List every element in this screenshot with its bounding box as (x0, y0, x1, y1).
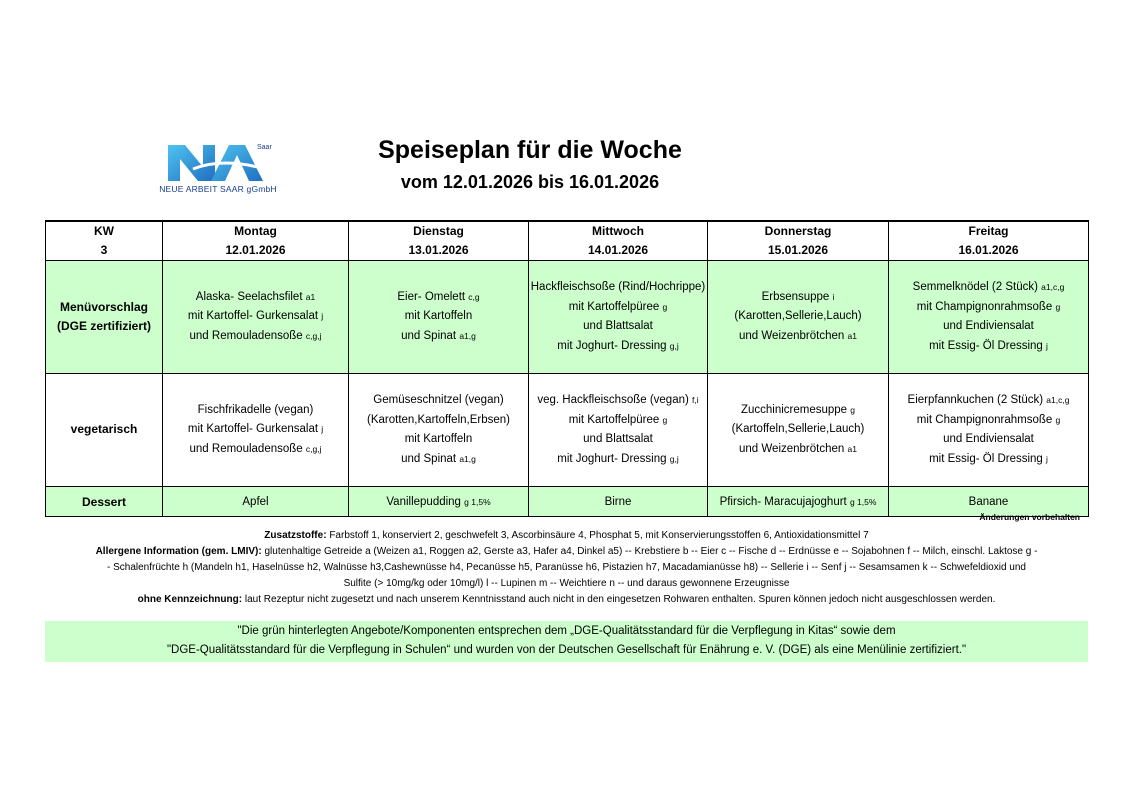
allergens-text1: glutenhaltige Getreide a (Weizen a1, Roggen a2, Gerste a3, Hafer a4, Dinkel a5) -- Krebstiere b -- Eier c -- Fische d -- Erdnüsse e -- Sojabohnen f -- Milch, einschl. Laktose g - (264, 546, 1038, 557)
dessert-cell-tuesday (349, 487, 529, 517)
meal-line (708, 307, 888, 327)
meal-line (708, 288, 888, 308)
meal-text: Erbsensuppe (761, 290, 830, 303)
meal-line (529, 317, 707, 337)
day-date: 16.01.2026 (958, 243, 1019, 257)
allergen-code: c,g,j (305, 443, 322, 454)
meal-line (529, 391, 707, 411)
allergen-code: a1 (847, 330, 857, 341)
meal-text: Zucchinicremesuppe (740, 403, 848, 416)
allergens-line2: - Schalenfrüchte h (Mandeln h1, Haselnüsse h2, Walnüsse h3,Cashewnüsse h4, Pecanüsse h5, Paranüsse h6, Pistazien h7, Macadamianüsse h8) -- Sellerie i -- Senf j -- Sesamsamen k -- Schwefeldioxid und (107, 562, 1026, 573)
meal-line (529, 411, 707, 431)
veg-cell-friday (889, 374, 1089, 487)
menu-label-line2: (DGE zertifiziert) (56, 319, 151, 333)
meal-text: Alaska- Seelachsfilet (195, 290, 303, 303)
day-header-tuesday (349, 221, 529, 261)
allergen-code: g,j (669, 340, 679, 351)
menu-row-label (46, 261, 163, 374)
allergen-code: a1 (847, 443, 857, 454)
menu-cell-tuesday (349, 261, 529, 374)
allergen-code: i (832, 291, 835, 302)
dessert-text: Vanillepudding (386, 495, 461, 508)
allergen-code: c,g,j (305, 330, 322, 341)
day-header-thursday (708, 221, 889, 261)
dge-note-line1: "Die grün hinterlegten Angebote/Komponenten entsprechen dem „DGE-Qualitätsstandard für die Verpflegung in Kitas“ sowie dem (237, 625, 896, 637)
meal-text: Eier- Omelett (397, 290, 466, 303)
allergen-code: g 1,5% (849, 496, 877, 507)
additives-text: Farbstoff 1, konserviert 2, geschwefelt 3, Ascorbinsäure 4, Phosphat 5, mit Konservierungsstoffen 6, Antioxidationsmittel 7 (329, 530, 869, 541)
meal-text: und Remouladensoße (189, 329, 303, 342)
meal-text: (Kartoffeln,Sellerie,Lauch) (731, 423, 865, 436)
meal-line (889, 411, 1088, 431)
changes-note: Änderungen vorbehalten (979, 512, 1080, 522)
logo-saar-text: Saar (257, 144, 272, 151)
dessert-cell-monday (163, 487, 349, 517)
meal-line (163, 420, 348, 440)
kw-cell (46, 221, 163, 261)
logo-caption: NEUE ARBEIT SAAR gGmbH (159, 184, 277, 194)
allergen-code: c,g (468, 291, 480, 302)
dessert-cell-thursday (708, 487, 889, 517)
meal-line (529, 430, 707, 450)
meal-text: mit Kartoffel- Gurkensalat (187, 310, 319, 323)
page-title: Speiseplan für die Woche (378, 136, 682, 164)
meal-text: mit Kartoffel- Gurkensalat (187, 423, 319, 436)
allergen-code: g (1055, 414, 1061, 425)
meal-text: mit Essig- Öl Dressing (929, 339, 1043, 352)
dessert-text: Pfirsich- Maracujajoghurt (719, 495, 847, 508)
additives-line (45, 528, 1088, 544)
meal-line (889, 298, 1088, 318)
meal-text: mit Joghurt- Dressing (557, 452, 667, 465)
meal-line (889, 337, 1088, 357)
additives-label: Zusatzstoffe: (264, 530, 327, 541)
meal-line (349, 411, 528, 431)
meal-line (349, 307, 528, 327)
allergens-line3: Sulfite (> 10mg/kg oder 10mg/l) l -- Lupinen m -- Weichtiere n -- und daraus gewonnene Erzeugnisse (343, 578, 790, 589)
meal-line (708, 420, 888, 440)
vegetarian-row (46, 374, 1089, 487)
meal-line (708, 327, 888, 347)
allergen-code: j (321, 424, 324, 435)
no-label-text: laut Rezeptur nicht zugesetzt und nach unserem Kenntnisstand auch nicht in den eingesetzen Rohwaren enthalten. Spuren können jedoch nicht ausgeschlossen werden. (244, 594, 996, 605)
no-label-line (45, 592, 1088, 608)
meal-line (529, 337, 707, 357)
dessert-text: Birne (604, 495, 632, 508)
menu-label-line1: Menüvorschlag (59, 299, 149, 314)
allergen-code: f,i (692, 395, 699, 405)
allergen-code: g 1,5% (464, 496, 491, 507)
allergen-code: a1,g (459, 453, 476, 464)
veg-cell-wednesday (529, 374, 708, 487)
meal-text: und Endiviensalat (943, 320, 1034, 332)
menu-row (46, 261, 1089, 374)
day-header-monday (163, 221, 349, 261)
meal-line (349, 327, 528, 347)
day-name: Mittwoch (592, 224, 644, 238)
veg-cell-tuesday (349, 374, 529, 487)
meal-text: (Karotten,Sellerie,Lauch) (734, 310, 862, 323)
page-subtitle: vom 12.01.2026 bis 16.01.2026 (400, 172, 660, 192)
veg-cell-thursday (708, 374, 889, 487)
meal-text: mit Joghurt- Dressing (557, 339, 667, 352)
allergen-code: a1,c,g (1041, 282, 1065, 292)
day-date: 15.01.2026 (767, 243, 829, 257)
day-date: 13.01.2026 (408, 243, 469, 257)
day-name: Montag (234, 224, 277, 238)
meal-line (889, 450, 1088, 470)
allergen-code: g (662, 414, 668, 425)
meal-line (163, 440, 348, 460)
header-row (46, 221, 1089, 261)
meal-line (529, 278, 707, 298)
no-label-label: ohne Kennzeichnung: (137, 594, 243, 605)
veg-cell-monday (163, 374, 349, 487)
meal-text: Hackfleischsoße (Rind/Hochrippe) (530, 281, 706, 293)
meal-text: und Weizenbrötchen (739, 329, 845, 342)
allergen-code: a1 (305, 291, 316, 302)
meal-text: mit Champignonrahmsoße (916, 413, 1053, 426)
menu-table (45, 220, 1089, 517)
day-name: Donnerstag (764, 224, 832, 238)
allergen-code: g (1055, 301, 1061, 312)
meal-line (163, 327, 348, 347)
allergen-code: j (1046, 453, 1048, 464)
allergens-line1 (45, 544, 1088, 560)
allergen-code: g (662, 301, 668, 312)
meal-text: und Weizenbrötchen (739, 442, 845, 455)
meal-text: (Karotten,Kartoffeln,Erbsen) (367, 413, 510, 426)
meal-text: und Blattsalat (583, 320, 653, 332)
meal-text: und Spinat (401, 329, 457, 342)
day-name: Freitag (968, 224, 1009, 238)
meal-line (349, 450, 528, 470)
meal-text: Fischfrikadelle (vegan) (197, 403, 314, 416)
menu-cell-friday (889, 261, 1089, 374)
dessert-text: Banane (968, 495, 1009, 508)
kw-value: 3 (100, 243, 108, 257)
day-date: 14.01.2026 (587, 243, 649, 257)
dge-note-line2: "DGE-Qualitätsstandard für die Verpflegung in Schulen“ und wurden von der Deutschen Gesellschaft für Enährung e. V. (DGE) als eine Menülinie zertifiziert." (166, 644, 967, 656)
meal-text: mit Champignonrahmsoße (916, 300, 1053, 313)
dessert-text: Apfel (242, 495, 269, 508)
menu-cell-wednesday (529, 261, 708, 374)
meal-line (708, 440, 888, 460)
meal-line (529, 298, 707, 318)
meal-text: mit Kartoffeln (404, 433, 473, 445)
meal-line (529, 450, 707, 470)
allergen-code: j (321, 311, 324, 322)
kw-label: KW (94, 224, 114, 238)
dessert-row-label: Dessert (46, 487, 163, 517)
meal-text: mit Kartoffelpüree (568, 413, 660, 426)
meal-line (889, 430, 1088, 450)
menu-cell-thursday (708, 261, 889, 374)
allergen-code: g (850, 404, 856, 415)
dge-note (45, 621, 1088, 662)
meal-line (163, 401, 348, 421)
meal-text: mit Essig- Öl Dressing (929, 452, 1043, 465)
meal-line (163, 307, 348, 327)
info-block (45, 528, 1088, 608)
company-logo (153, 139, 283, 195)
day-name: Dienstag (413, 224, 464, 238)
dessert-cell-wednesday (529, 487, 708, 517)
menu-cell-monday (163, 261, 349, 374)
allergen-code: a1,g (459, 330, 476, 341)
meal-text: und Spinat (401, 452, 457, 465)
meal-line (889, 317, 1088, 337)
day-date: 12.01.2026 (225, 243, 286, 257)
meal-text: mit Kartoffeln (404, 310, 473, 323)
meal-text: und Endiviensalat (943, 433, 1034, 445)
allergens-label: Allergene Information (gem. LMIV): (95, 546, 262, 557)
meal-line (889, 391, 1088, 411)
meal-text: Eierpfannkuchen (2 Stück) (907, 394, 1044, 406)
meal-line (349, 391, 528, 411)
meal-line (708, 401, 888, 421)
meal-line (163, 288, 348, 308)
meal-text: Semmelknödel (2 Stück) (912, 281, 1038, 293)
meal-line (349, 288, 528, 308)
vegetarian-row-label: vegetarisch (46, 374, 163, 487)
meal-text: veg. Hackfleischsoße (vegan) (537, 394, 689, 406)
allergen-code: a1,c,g (1046, 395, 1070, 405)
day-header-friday (889, 221, 1089, 261)
meal-text: mit Kartoffelpüree (568, 300, 660, 313)
meal-text: und Remouladensoße (189, 442, 303, 455)
allergen-code: g,j (669, 453, 679, 464)
meal-line (889, 278, 1088, 298)
day-header-wednesday (529, 221, 708, 261)
meal-text: Gemüseschnitzel (vegan) (373, 394, 504, 406)
allergen-code: j (1046, 340, 1048, 351)
meal-line (349, 430, 528, 450)
meal-text: und Blattsalat (583, 433, 653, 445)
